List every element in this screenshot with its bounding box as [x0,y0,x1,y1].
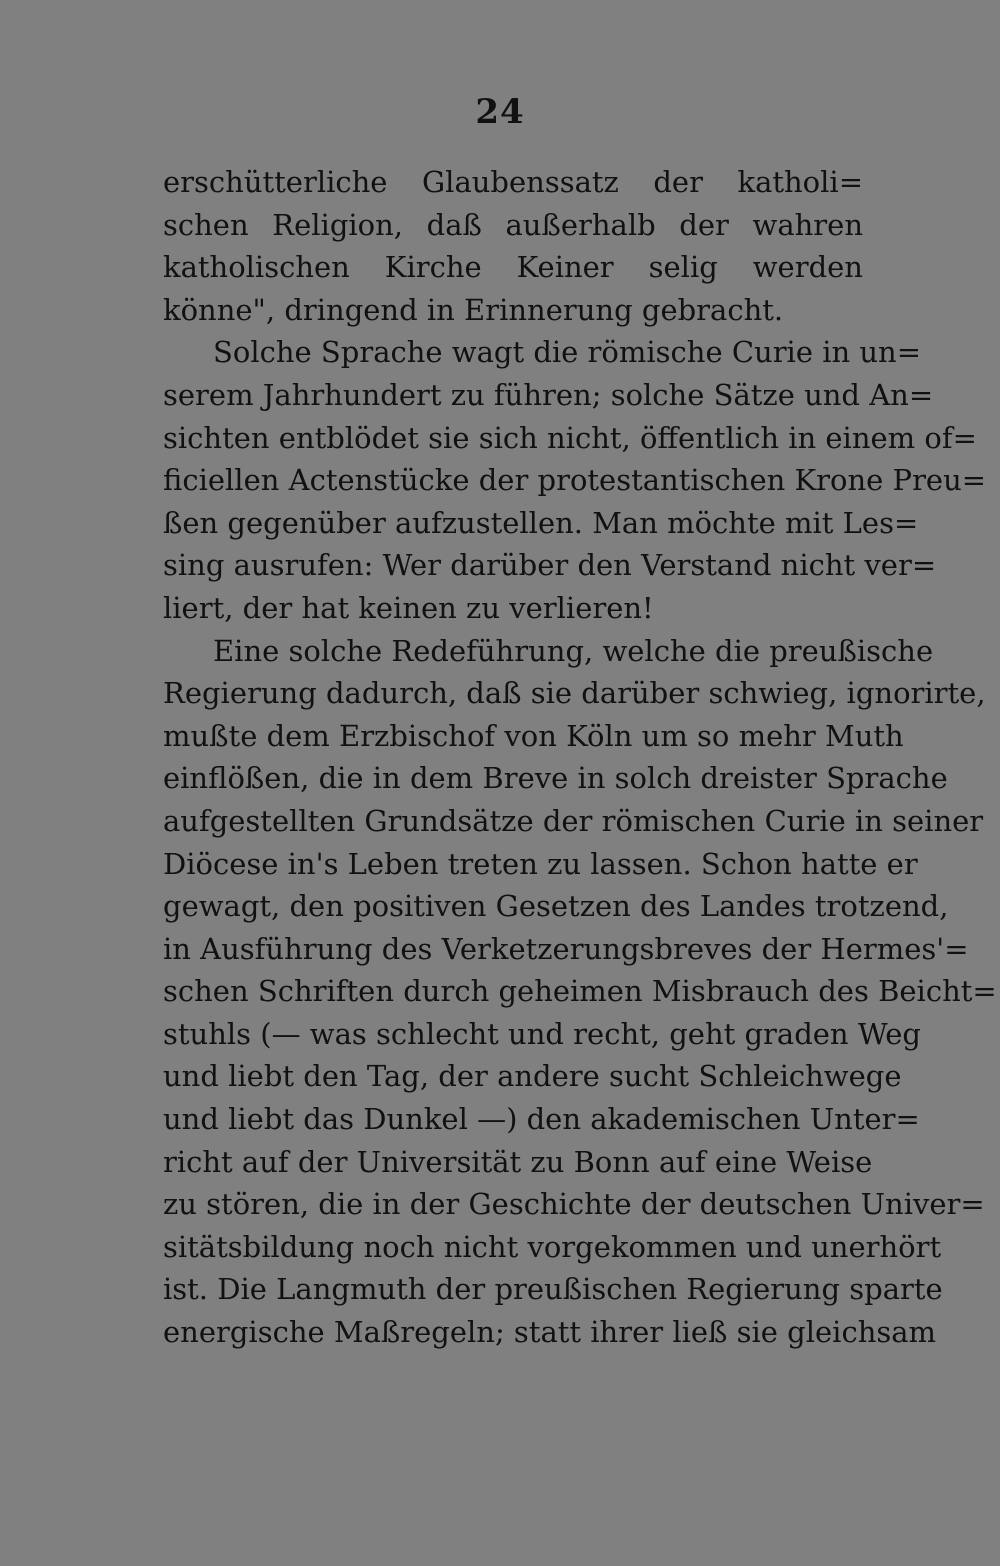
text-line: liert, der hat keinen zu verlieren! [163,590,654,625]
text-line: Eine solche Redeführung, welche die preußische [213,633,934,668]
text-line: schen Schriften durch geheimen Misbrauch des Beicht= [163,974,997,1009]
text-line: Diöcese in's Leben treten zu lassen. Schon hatte er [163,846,918,881]
text-line: erschütterliche Glaubenssatz der katholi= [163,165,863,199]
text-line: mußte dem Erzbischof von Köln um so mehr Muth [163,718,904,753]
text-line: könne", dringend in Erinnerung gebracht. [163,292,784,327]
text-line: schen Religion, daß außerhalb der wahren [163,207,863,242]
text-line: gewagt, den positiven Gesetzen des Landes trotzend, [163,889,949,924]
text-line: Solche Sprache wagt die römische Curie in un= [213,335,922,370]
page-number: 24 [475,92,525,132]
text-line: zu stören, die in der Geschichte der deutschen Univer= [163,1187,985,1222]
text-line: sitätsbildung noch nicht vorgekommen und unerhört [163,1229,942,1264]
text-line: ficiellen Actenstücke der protestantischen Krone Preu= [163,463,987,498]
text-line: Regierung dadurch, daß sie darüber schwieg, ignorirte, [163,676,986,711]
text-line: in Ausführung des Verketzerungsbreves der Hermes'= [163,931,969,966]
text-line: katholischen Kirche Keiner selig werden [163,250,863,285]
text-line: sichten entblödet sie sich nicht, öffentlich in einem of= [163,420,977,455]
text-line: serem Jahrhundert zu führen; solche Sätze und An= [163,377,934,412]
text-line: energische Maßregeln; statt ihrer ließ sie gleichsam [163,1315,937,1350]
body-text [163,161,997,1354]
text-line: einflößen, die in dem Breve in solch dreister Sprache [163,761,948,796]
text-line: stuhls (— was schlecht und recht, geht graden Weg [163,1016,921,1051]
text-line: ist. Die Langmuth der preußischen Regierung sparte [163,1272,943,1307]
text-line: und liebt den Tag, der andere sucht Schleichwege [163,1059,902,1094]
text-line: und liebt das Dunkel —) den akademischen Unter= [163,1102,920,1137]
text-line: aufgestellten Grundsätze der römischen Curie in seiner [163,803,984,838]
text-line: richt auf der Universität zu Bonn auf eine Weise [163,1144,873,1179]
text-line: ßen gegenüber aufzustellen. Man möchte mit Les= [163,505,919,540]
text-line: sing ausrufen: Wer darüber den Verstand nicht ver= [163,548,937,583]
